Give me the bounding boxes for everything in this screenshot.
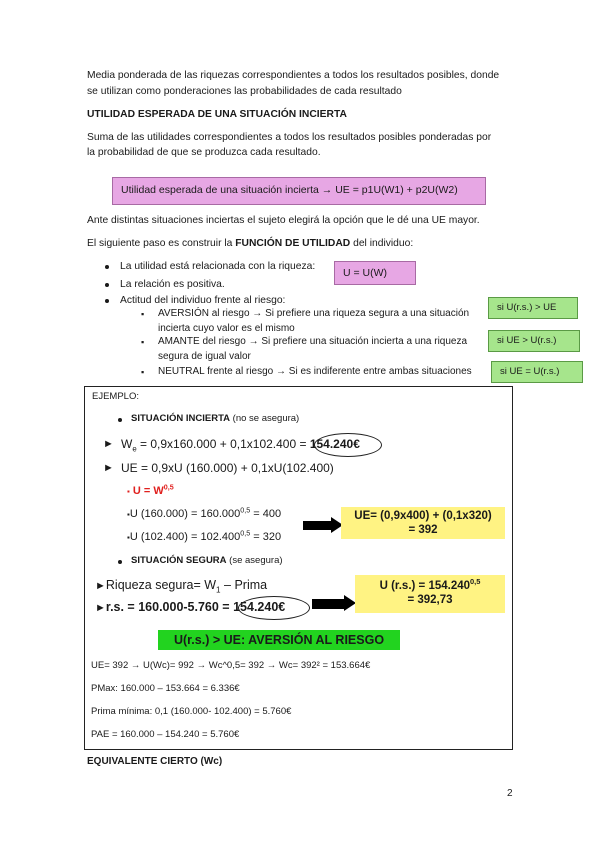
sub-bullet-marker: ▪ (141, 337, 145, 347)
u102-b: = 320 (250, 531, 282, 543)
bullet-dot (105, 265, 109, 269)
ue-formula-box (112, 177, 486, 205)
prima-min-line: Prima mínima: 0,1 (160.000- 102.400) = 5.760€ (91, 706, 292, 717)
arrow-right (303, 521, 333, 530)
conclusion-banner: U(r.s.) > UE: AVERSIÓN AL RIESGO (158, 630, 400, 650)
arrow-right (312, 599, 346, 609)
segura-note: (se asegura) (226, 555, 283, 566)
urs-line-1 (355, 579, 505, 593)
rs-line-b: – Prima (220, 578, 268, 592)
rs-definition (95, 578, 268, 595)
bullet-dot (105, 283, 109, 287)
segura-title: SITUACIÓN SEGURA (131, 555, 227, 566)
neutral-tag: si UE = U(r.s.) (491, 361, 583, 383)
u160-exponent: 0,5 (240, 506, 251, 515)
u102-line (127, 531, 281, 543)
bullet-item-2: La relación es positiva. (120, 279, 225, 290)
utility-box-text: U = U(W) (343, 267, 388, 279)
utility-definition (127, 485, 174, 497)
intro-line-1: Media ponderada de las riquezas correspondientes a todos los resultados posibles, donde (87, 70, 500, 81)
next-step-suffix: del individuo: (350, 238, 414, 249)
sub-bullet-marker: ▪ (141, 309, 145, 319)
incierta-title: SITUACIÓN INCIERTA (131, 413, 231, 424)
bullet-item-3: Actitud del individuo frente al riesgo: (120, 295, 286, 306)
ue-result-line-1: UE= (0,9x400) + (0,1x320) (354, 510, 492, 522)
bullet-dot (105, 299, 109, 303)
triangle-marker: ► (95, 602, 106, 614)
triangle-marker: ► (95, 580, 106, 592)
u160-a: U (160.000) = 160.000 (129, 508, 241, 520)
page-number: 2 (507, 788, 513, 799)
bullet-dot (118, 560, 122, 564)
u102-exponent: 0,5 (240, 529, 251, 538)
incierta-heading (131, 413, 299, 424)
square-marker: ▪ (127, 533, 130, 542)
bullet-dot (118, 418, 122, 422)
next-step-prefix: El siguiente paso es construir la (87, 238, 236, 249)
u-def-text: U = W (132, 485, 164, 497)
intro-line-2: se utilizan como ponderaciones las probabilidades de cada resultado (87, 86, 402, 97)
definition-line-2: la probabilidad de que se produzca cada resultado. (87, 147, 321, 158)
aversion-line-1: AVERSIÓN al riesgo → Si prefiere una riqueza segura a una situación (158, 308, 470, 319)
section-title: UTILIDAD ESPERADA DE UNA SITUACIÓN INCIERTA (87, 109, 347, 120)
ue-result-line-2: = 392 (408, 524, 438, 536)
aversion-tag: si U(r.s.) > UE (488, 297, 578, 319)
we-subscript: e (132, 444, 137, 454)
rs-result-oval (238, 596, 310, 620)
urs-result-box (355, 575, 505, 613)
rs-calc: r.s. = 160.000-5.760 = (105, 600, 234, 614)
ue-formula-text: Utilidad esperada de una situación incierta → UE = p1U(W1) + p2U(W2) (121, 184, 458, 196)
sub-bullet-marker: ▪ (141, 367, 145, 377)
triangle-marker: ► (103, 462, 114, 474)
we-expression: = 0,9x160.000 + 0,1x102.400 = (136, 437, 310, 451)
we-symbol: W (121, 437, 133, 451)
urs-exponent: 0,5 (470, 577, 481, 587)
definition-line-1: Suma de las utilidades correspondientes a todos los resultados posibles ponderadas por (87, 132, 492, 143)
amante-tag: si UE > U(r.s.) (488, 330, 580, 352)
we-result: 154.240€ (309, 437, 360, 451)
triangle-marker: ► (103, 438, 114, 450)
square-marker: ▪ (127, 487, 130, 496)
next-step-bold: FUNCIÓN DE UTILIDAD (235, 238, 351, 249)
wc-line: UE= 392 → U(Wc)= 992 → Wc^0,5= 392 → Wc= 392² = 153.664€ (91, 660, 371, 671)
choice-text: Ante distintas situaciones inciertas el sujeto elegirá la opción que le dé una UE mayor. (87, 215, 480, 226)
aversion-line-2: incierta cuyo valor es el mismo (158, 323, 295, 334)
incierta-note: (no se asegura) (230, 413, 300, 424)
urs-line-2: = 392,73 (407, 594, 453, 606)
we-result-oval (314, 433, 382, 457)
square-marker: ▪ (127, 510, 130, 519)
example-label: EJEMPLO: (92, 391, 139, 402)
segura-heading (131, 555, 283, 566)
u102-a: U (102.400) = 102.400 (129, 531, 241, 543)
rs-result: 154.240€ (233, 600, 286, 614)
pae-line: PAE = 160.000 – 154.240 = 5.760€ (91, 729, 240, 740)
amante-line-2: segura de igual valor (158, 351, 251, 362)
u160-b: = 400 (250, 508, 282, 520)
u160-line (127, 508, 281, 520)
rs-line-a: Riqueza segura= W (105, 578, 217, 592)
ue-expression: UE = 0,9xU (160.000) + 0,1xU(102.400) (121, 461, 334, 475)
urs-line-1-text: U (r.s.) = 154.240 (379, 580, 471, 592)
neutral-line: NEUTRAL frente al riesgo → Si es indiferente entre ambas situaciones (158, 366, 472, 377)
ue-result-box (341, 507, 505, 539)
u-def-exponent: 0,5 (163, 483, 174, 492)
next-step-text (87, 236, 413, 251)
utility-box (334, 261, 416, 285)
rs-line-sub: 1 (216, 585, 221, 595)
amante-line-1: AMANTE del riesgo → Si prefiere una situación incierta a una riqueza (158, 336, 468, 347)
bullet-item-1: La utilidad está relacionada con la riqueza: (120, 261, 316, 272)
footer-heading: EQUIVALENTE CIERTO (Wc) (87, 756, 223, 767)
pmax-line: PMax: 160.000 – 153.664 = 6.336€ (91, 683, 240, 694)
